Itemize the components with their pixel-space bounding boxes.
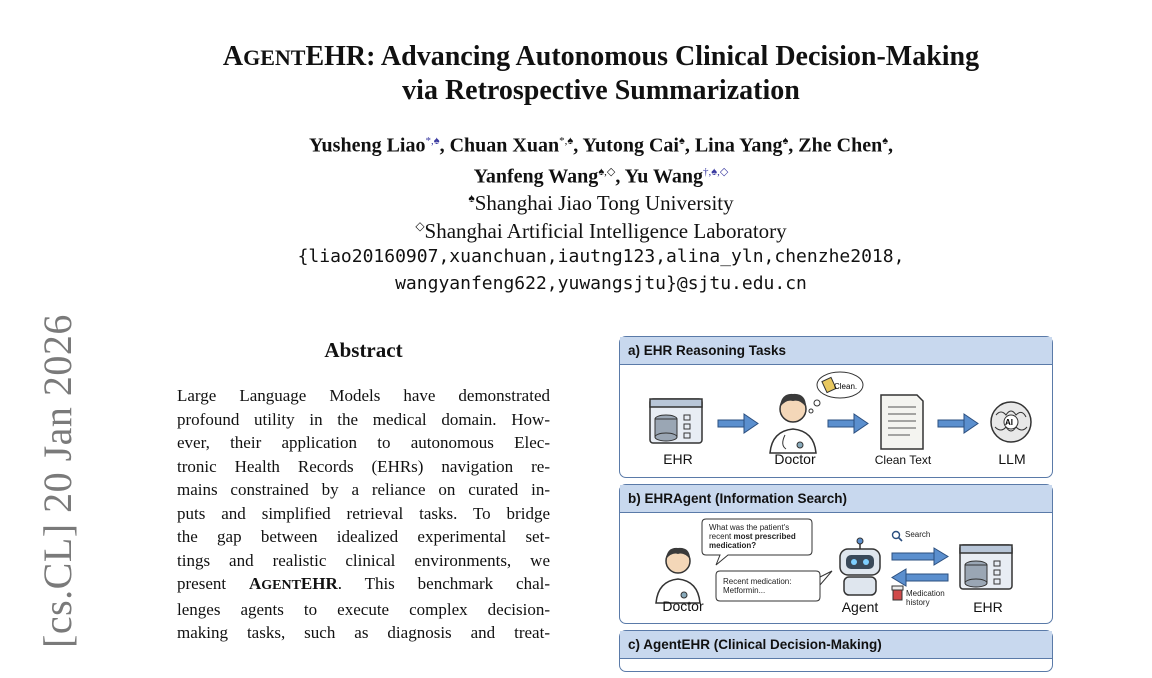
document-icon [881, 395, 923, 449]
affiliation-name: Shanghai Jiao Tong University [474, 191, 734, 215]
abstract-brand [249, 574, 338, 593]
affiliation-name: Shanghai Artificial Intelligence Laboratory [424, 219, 787, 243]
abstract-text: present [177, 574, 249, 593]
panel-a-body [620, 365, 1052, 473]
doctor-icon [770, 394, 816, 453]
panel-b-body [620, 513, 1052, 619]
title-line-2: via Retrospective Summarization [402, 75, 800, 106]
author-marks: ♠,◇ [598, 165, 616, 178]
title-line-1 [150, 40, 1052, 74]
title-brand-ehr: EHR [305, 41, 367, 72]
label-agent: Agent [841, 599, 879, 615]
arxiv-side-stamp [30, 314, 80, 648]
panel-agent-ehr [619, 630, 1053, 672]
ehr-database-icon [960, 545, 1012, 589]
abstract-line: lenges agents to execute complex decision- [177, 599, 550, 619]
abstract-text: . This benchmark chal- [337, 574, 550, 593]
llm-ai-text: AI [1005, 418, 1013, 427]
question-bold-text: most prescribed [733, 532, 796, 541]
author-name: Zhe Chen [798, 134, 883, 157]
arrow-right-icon [828, 414, 868, 433]
panel-ehr-reasoning [619, 336, 1053, 478]
ehr-database-icon [650, 399, 702, 443]
title-brand-gent: GENT [243, 45, 306, 70]
author-emails [150, 243, 1052, 297]
agent-robot-icon [840, 538, 880, 595]
abstract-line: mains constrained by a reliance on curated in- [177, 480, 550, 499]
author-name: Lina Yang [694, 134, 783, 157]
title-rest: : Advancing Autonomous Clinical Decision-Making [366, 41, 980, 72]
label-llm: LLM [998, 451, 1026, 467]
doctor-icon [656, 548, 700, 603]
label-doctor: Doctor [774, 451, 816, 467]
author-name: Yanfeng Wang [473, 165, 599, 188]
question-text: recent [709, 532, 734, 541]
author-marks: ♠ [782, 135, 789, 147]
author-name: Yu Wang [624, 165, 704, 188]
panel-b-title: b) EHRAgent (Information Search) [620, 485, 1052, 513]
affiliation-mark: ♠ [468, 191, 475, 205]
search-label: Search [905, 530, 931, 539]
history-text: Medication [906, 589, 945, 598]
abstract-body [177, 384, 550, 645]
author-line-2: Yanfeng Wang♠,◇, Yu Wang†,♠,◇ [473, 165, 729, 188]
author-line-1: Yusheng Liao*,♠, Chuan Xuan*,♠, Yutong Cai♠, Lina Yang♠, Zhe Chen♠, [308, 134, 894, 157]
answer-bubble-text [723, 577, 817, 595]
title-brand-a: A [222, 41, 244, 72]
search-icon [893, 532, 903, 542]
abstract-line: the gap between idealized experimental set- [177, 527, 550, 546]
medication-history-label [906, 589, 945, 607]
author-list [150, 128, 1052, 189]
author-name: Yusheng Liao [308, 134, 426, 157]
abstract-line: making tasks, such as diagnosis and treat- [177, 623, 550, 642]
abstract-line: tronic Health Records (EHRs) navigation re- [177, 456, 550, 476]
author-marks: †,♠,◇ [703, 165, 729, 178]
llm-brain-icon [991, 402, 1031, 442]
abstract-line: tings and realistic clinical environments, we [177, 550, 550, 570]
history-text: history [906, 598, 930, 607]
arrow-right-icon [938, 414, 978, 433]
thought-bubble-text: Clean. [834, 382, 858, 391]
abstract-heading: Abstract [324, 338, 403, 362]
abstract-line: Large Language Models have demonstrated [177, 386, 550, 405]
abstract-line: profound utility in the medical domain. How- [177, 409, 550, 429]
affiliation-1 [150, 185, 1052, 216]
arxiv-stamp-text: [cs.CL] 20 Jan 2026 [35, 314, 80, 648]
affiliation-mark: ◇ [415, 219, 425, 233]
author-name: Chuan Xuan [449, 134, 560, 157]
email-line-2: wangyanfeng622,yuwangsjtu}@sjtu.edu.cn [395, 273, 807, 294]
panel-a-title: a) EHR Reasoning Tasks [620, 337, 1052, 365]
answer-text: Metformin... [723, 586, 766, 595]
thought-bubble-icon [809, 372, 863, 413]
abstract-line: puts and simplified retrieval tasks. To bridge [177, 503, 550, 523]
question-bold-text: medication? [709, 541, 757, 550]
abstract-line [177, 572, 550, 598]
author-marks: *,♠ [425, 135, 440, 147]
author-marks: ♠ [882, 135, 889, 147]
author-marks: *,♠ [559, 135, 574, 147]
author-marks: ♠ [678, 135, 685, 147]
label-ehr: EHR [663, 451, 693, 467]
arrow-right-icon [718, 414, 758, 433]
label-doctor: Doctor [662, 598, 704, 614]
label-ehr: EHR [973, 599, 1003, 615]
medication-icon [892, 586, 903, 600]
panel-c-title: c) AgentEHR (Clinical Decision-Making) [620, 631, 1052, 659]
label-clean-text: Clean Text [874, 453, 932, 467]
brand-ehr: EHR [300, 574, 338, 593]
brand-gent: GENT [261, 578, 301, 593]
arrow-left-icon [892, 569, 948, 586]
question-bubble-text [709, 523, 809, 550]
question-text: What was the patient's [709, 523, 790, 532]
arrow-right-icon [892, 548, 948, 565]
panel-ehr-agent [619, 484, 1053, 624]
overview-figure [619, 336, 1053, 678]
answer-text: Recent medication: [723, 577, 792, 586]
brand-a: A [248, 574, 262, 593]
author-name: Yutong Cai [582, 134, 679, 157]
email-line-1: {liao20160907,xuanchuan,iautng123,alina_yln,chenzhe2018, [297, 246, 905, 267]
abstract-line: ever, their application to autonomous Elec- [177, 433, 550, 452]
affiliation-2 [150, 213, 1052, 244]
paper-title [150, 40, 1052, 107]
